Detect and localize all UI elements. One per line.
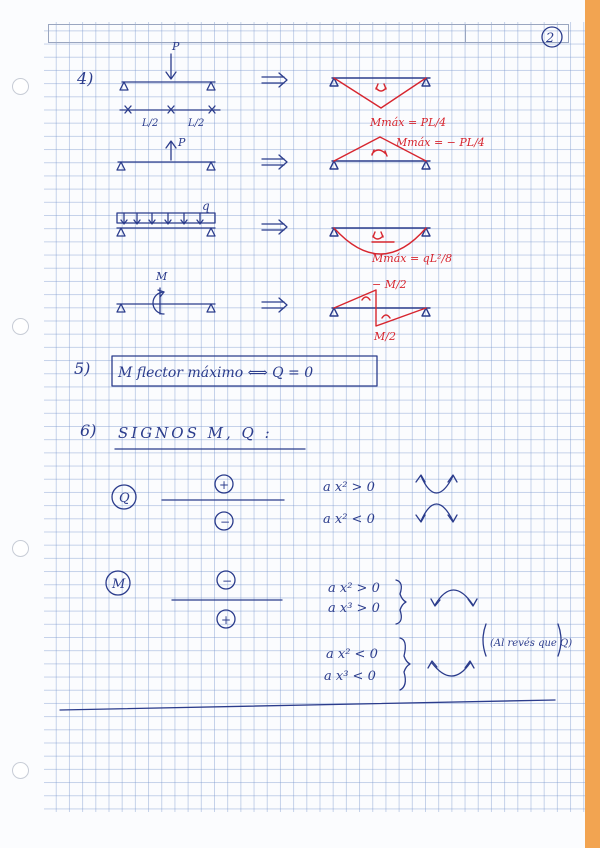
moment-diagram-parabola <box>330 228 430 254</box>
result-max-moment-a: Mmáx = PL/4 <box>370 116 447 129</box>
half-span-right: L/2 <box>188 118 205 129</box>
half-span-left: L/2 <box>142 118 159 129</box>
m-condition-2a: a x² < 0 <box>326 647 378 662</box>
section-end-rule <box>60 700 555 710</box>
item-6-title: SIGNOS M, Q : <box>118 424 273 442</box>
beam-point-load-up <box>117 141 215 170</box>
moment-m-label: M <box>156 270 168 283</box>
item-5-statement: M flector máximo ⟺ Q = 0 <box>118 365 314 381</box>
m-label: M <box>112 577 126 592</box>
m-condition-2b: a x³ < 0 <box>324 669 376 684</box>
concave-up-curve-icon <box>416 475 457 493</box>
concave-down-curve-icon <box>416 504 457 522</box>
beam-distributed-load <box>117 213 215 236</box>
m-bottom-sign: + <box>221 613 232 627</box>
result-max-moment-b: Mmáx = − PL/4 <box>396 136 485 149</box>
implies-arrow <box>262 298 287 312</box>
item-4-number: 4) <box>77 69 94 88</box>
moment-diagram-antisymmetric <box>330 290 430 326</box>
result-max-moment-c: Mmáx = qL²/8 <box>372 252 453 265</box>
q-condition-positive: a x² > 0 <box>323 480 375 495</box>
m-condition-1b: a x³ > 0 <box>328 601 380 616</box>
m-top-sign: − <box>222 574 233 588</box>
beam-point-load <box>120 54 220 113</box>
sign-note: (Al revés que Q) <box>490 638 573 649</box>
hogging-curve-icon <box>431 590 477 606</box>
item-6-number: 6) <box>80 421 97 440</box>
load-p-label: P <box>172 40 180 53</box>
result-moment-bottom: M/2 <box>374 330 396 343</box>
load-p-label: P <box>178 136 186 149</box>
sagging-curve-icon <box>428 661 474 676</box>
q-top-sign: + <box>219 478 230 492</box>
item-5-number: 5) <box>74 359 91 378</box>
q-label: Q <box>119 491 130 506</box>
result-moment-top: − M/2 <box>372 278 407 291</box>
q-bottom-sign: − <box>220 515 231 529</box>
beam-applied-moment <box>117 288 215 314</box>
page-number: 2 <box>546 31 555 46</box>
implies-arrow <box>262 155 287 169</box>
moment-diagram-triangle-down <box>330 78 430 108</box>
m-condition-1a: a x² > 0 <box>328 581 380 596</box>
load-q-label: q <box>202 199 210 213</box>
q-sign-diagram <box>112 475 284 530</box>
implies-arrow <box>262 220 287 234</box>
q-condition-negative: a x² < 0 <box>323 512 375 527</box>
implies-arrow <box>262 73 287 87</box>
